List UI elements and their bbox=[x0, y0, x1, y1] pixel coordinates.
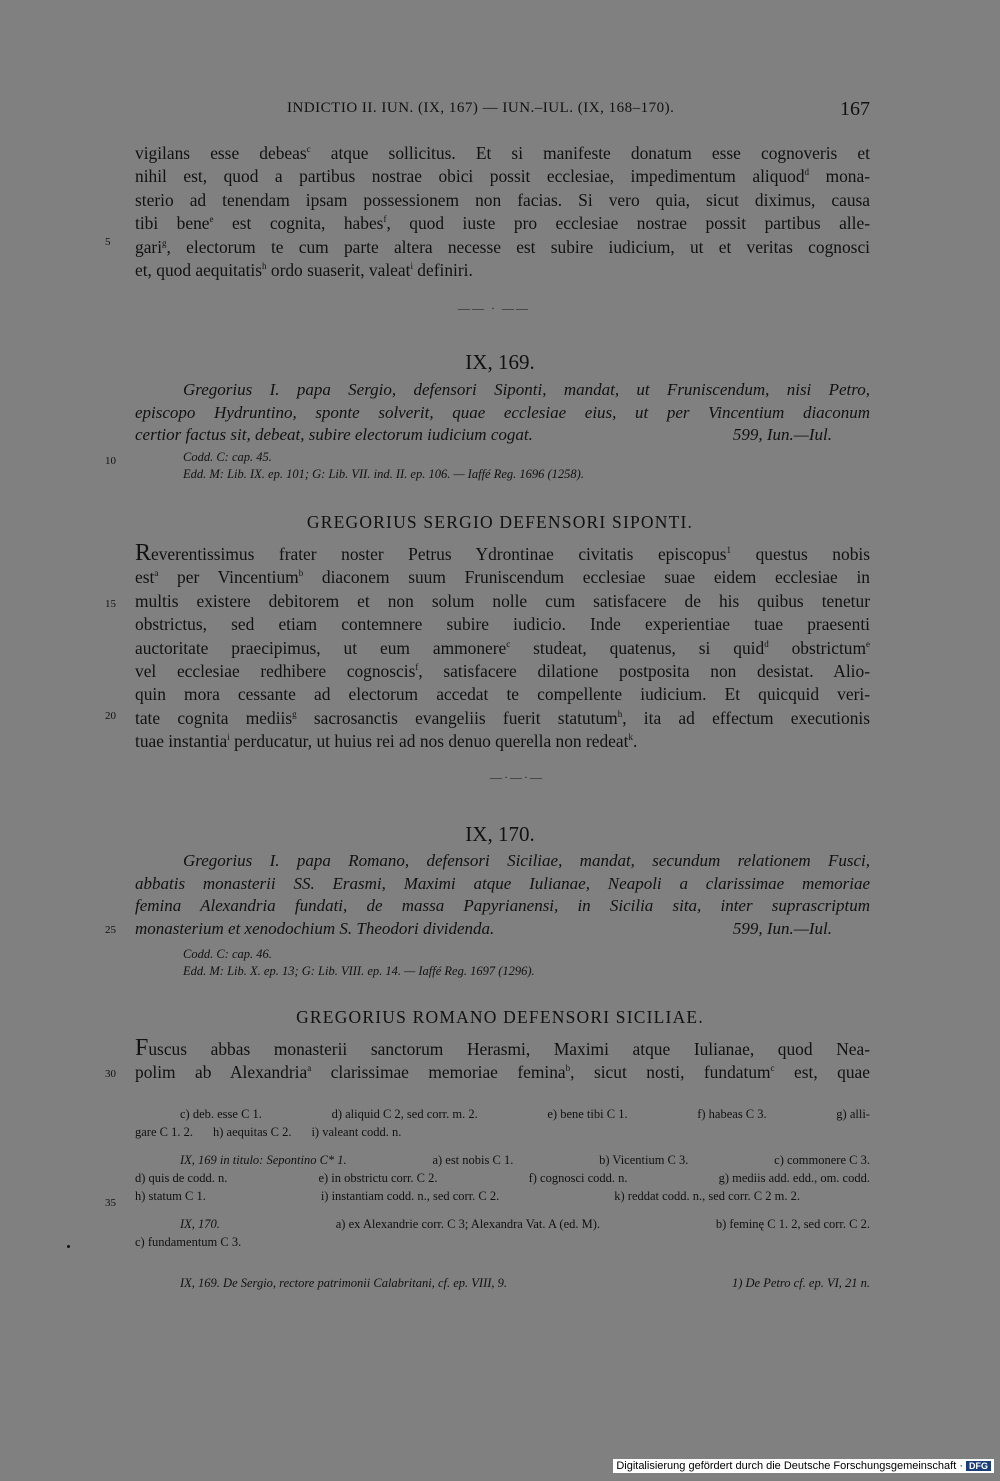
text-line: multis existere debitorem et non solum nolle cum satisfacere de his quibus tenetur bbox=[135, 590, 870, 611]
text-line: tibi bene$^e$ est cognita, habes$^f$, quod iuste pro ecclesiae nostrae possit partibus alle- bbox=[135, 213, 870, 234]
regest-line: Gregorius I. papa Sergio, defensori Siponti, mandat, ut Fruniscendum, nisi Petro, bbox=[183, 380, 870, 399]
letter-title: GREGORIUS ROMANO DEFENSORI SICILIAE. bbox=[296, 1007, 704, 1027]
text-line: vel ecclesiae redhibere cognoscis$^f$, satisfacere dilatione postposita non desistat. Alio- bbox=[135, 661, 870, 682]
note-line: IX, 170. a) ex Alexandrie corr. C 3; Alexandra Vat. A (ed. M). b) feminę C 1. 2, sed corr. C 2. bbox=[180, 1217, 870, 1231]
edd-line: Edd. M: Lib. X. ep. 13; G: Lib. VIII. ep. 14. — Iaffé Reg. 1697 (1296). bbox=[183, 964, 535, 978]
line-number: 15 bbox=[105, 598, 116, 610]
source-notes bbox=[135, 1275, 870, 1293]
line-number: 10 bbox=[105, 455, 116, 467]
page-header bbox=[135, 100, 870, 126]
section-separator: —— · —— bbox=[458, 301, 530, 315]
text-line: sterio ad tenendam ipsam possessionem non facias. Si vero quia, sicut diximus, causa bbox=[135, 189, 870, 210]
critical-apparatus bbox=[135, 1216, 870, 1252]
section-number: IX, 170. bbox=[465, 822, 535, 846]
text-line: tuae instantia$^i$ perducatur, ut huius rei ad nos denuo querella non redeat$^k$. bbox=[135, 731, 638, 752]
codd-line: Codd. C: cap. 45. bbox=[183, 450, 272, 464]
note-line: c) deb. esse C 1. d) aliquid C 2, sed corr. m. 2. e) bene tibi C 1. f) habeas C 3. g) alli- bbox=[180, 1107, 870, 1121]
letter-text bbox=[135, 1036, 870, 1085]
text-line: Reverentissimus frater noster Petrus Ydrontinae civitatis episcopus$^1$ questus nobis bbox=[135, 540, 870, 566]
text-line: nihil est, quod a partibus nostrae obici possit ecclesiae, impedimentum aliquod$^d$ mona- bbox=[135, 166, 871, 187]
continuation-text bbox=[135, 142, 870, 282]
note-line: h) statum C 1. i) instantiam codd. n., sed corr. C 2. k) reddat codd. n., sed corr. C 2 m. 2. bbox=[135, 1188, 800, 1203]
line-number: 30 bbox=[105, 1068, 116, 1080]
ink-dot bbox=[67, 1245, 70, 1248]
edd-line: Edd. M: Lib. IX. ep. 101; G: Lib. VII. ind. II. ep. 106. — Iaffé Reg. 1696 (1258). bbox=[183, 467, 584, 481]
note-line: gare C 1. 2. h) aequitas C 2. i) valeant codd. n. bbox=[135, 1124, 402, 1139]
letter-title: GREGORIUS SERGIO DEFENSORI SIPONTI. bbox=[306, 512, 694, 532]
text-line: tate cognita mediis$^g$ sacrosanctis evangeliis fuerit statutum$^h$, ita ad effectum executionis bbox=[135, 707, 871, 728]
text-line: vigilans esse debeas$^c$ atque sollicitus. Et si manifeste donatum esse cognoveris et bbox=[135, 143, 870, 163]
letter-text bbox=[135, 541, 870, 754]
running-head: INDICTIO II. IUN. (IX, 167) — IUN.–IUL. (IX, 168–170). bbox=[287, 100, 675, 116]
codices-note bbox=[183, 946, 535, 980]
text-line: quin mora cessante ad electorum accedat te compellente iudicium. Et quicquid veri- bbox=[135, 684, 870, 705]
text-line: est$^a$ per Vincentium$^b$ diaconem suum Fruniscendum ecclesiae suae eidem ecclesiae in bbox=[135, 567, 870, 588]
regest-line: Gregorius I. papa Romano, defensori Siciliae, mandat, secundum relationem Fusci, bbox=[183, 851, 870, 870]
initial-letter: F bbox=[135, 1035, 149, 1061]
codd-line: Codd. C: cap. 46. bbox=[183, 947, 272, 961]
critical-apparatus bbox=[135, 1152, 870, 1205]
regest-line: episcopo Hydruntino, sponte solverit, quae ecclesiae eius, ut per Vincentium diaconum bbox=[135, 402, 870, 422]
line-number: 20 bbox=[105, 710, 116, 722]
section-separator: —·—·— bbox=[490, 770, 544, 784]
regest-date: 599, Iun.—Iul. bbox=[732, 918, 832, 938]
text-line: et, quod aequitatis$^h$ ordo suaserit, valeat$^i$ definiri. bbox=[135, 260, 473, 281]
text-line: obstrictus, sed etiam contemnere subire iudicio. Inde experientiae tuae praesenti bbox=[135, 614, 870, 635]
initial-letter: R bbox=[135, 540, 152, 566]
text-line: gari$^g$, electorum te cum parte altera necesse est subire iudicium, ut et veritas cognosci bbox=[135, 236, 870, 257]
dfg-logo: DFG bbox=[966, 1461, 991, 1471]
text-line: polim ab Alexandria$^a$ clarissimae memoriae femina$^b$, sicut nosti, fundatum$^c$ est, quae bbox=[135, 1062, 870, 1083]
regest-line: monasterium et xenodochium S. Theodori dividenda. 599, Iun.—Iul. bbox=[135, 918, 870, 941]
regest bbox=[135, 850, 870, 940]
regest-line: femina Alexandria fundati, de massa Papyrianensi, in Sicilia sita, inter suprascriptum bbox=[135, 896, 870, 915]
digitization-footer bbox=[613, 1459, 994, 1473]
section-number: IX, 169. bbox=[465, 350, 535, 374]
regest bbox=[135, 379, 870, 447]
regest-date: 599, Iun.—Iul. bbox=[732, 425, 832, 444]
note-line: IX, 169 in titulo: Sepontino C* 1. a) est nobis C 1. b) Vicentium C 3. c) commonere C 3. bbox=[180, 1153, 870, 1167]
text-line: Fuscus abbas monasterii sanctorum Herasmi, Maximi atque Iulianae, quod Nea- bbox=[135, 1035, 870, 1061]
text-line: auctoritate praecipimus, ut eum ammonere$^c$ studeat, quatenus, si quid$^d$ obstrictum$^e$ bbox=[135, 637, 871, 658]
codices-note bbox=[183, 449, 584, 483]
critical-apparatus bbox=[135, 1106, 870, 1142]
line-number: 25 bbox=[105, 924, 116, 936]
note-line: c) fundamentum C 3. bbox=[135, 1234, 242, 1249]
line-number: 5 bbox=[105, 236, 111, 248]
line-number: 35 bbox=[105, 1197, 116, 1209]
note-line: IX, 169. De Sergio, rectore patrimonii Calabritani, cf. ep. VIII, 9. 1) De Petro cf. ep. VI, 21 n. bbox=[180, 1276, 870, 1290]
regest-line: certior factus sit, debeat, subire electorum iudicium cogat. 599, Iun.—Iul. bbox=[135, 424, 870, 447]
regest-line: abbatis monasterii SS. Erasmi, Maximi atque Iulianae, Neapoli a clarissimae memoriae bbox=[135, 873, 870, 893]
page-number: 167 bbox=[840, 98, 870, 120]
footer-text: Digitalisierung gefördert durch die Deutsche Forschungsgemeinschaft · bbox=[616, 1460, 963, 1472]
note-line: d) quis de codd. n. e) in obstrictu corr. C 2. f) cognosci codd. n. g) mediis add. edd., om. codd. bbox=[135, 1170, 870, 1185]
